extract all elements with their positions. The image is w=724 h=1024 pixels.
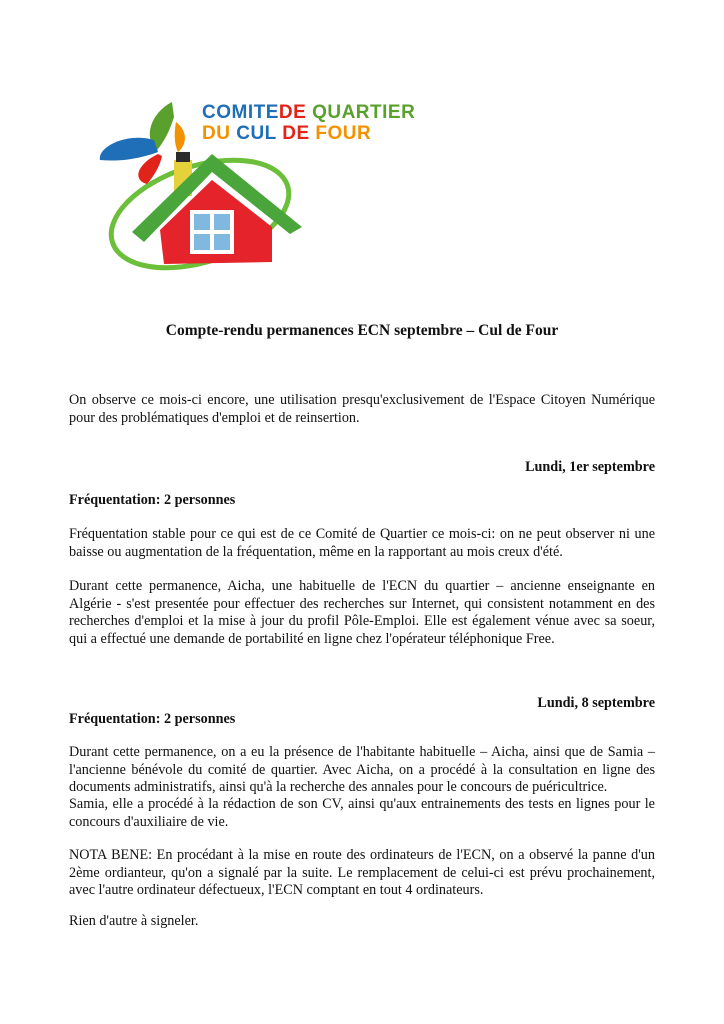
session1-paragraph-1: Fréquentation stable pour ce qui est de ce Comité de Quartier ce mois-ci: on ne peut observer ni une baisse ou augmentation de la fréquentation, même en la rapportant au mois creux d'été. — [69, 526, 655, 560]
logo-word-comite: COMITE — [202, 102, 279, 123]
session2-paragraph-1: Durant cette permanence, on a eu la présence de l'habitante habituelle – Aicha, ainsi que de Samia – l'ancienne bénévole du comité de quartier. Avec Aicha, on a procédé à la consultation en ligne des documents administratifs, ainsi qu'à la recherche des annales pour le concours de puéricultrice. — [69, 744, 655, 795]
nota-bene-paragraph: NOTA BENE: En procédant à la mise en route des ordinateurs de l'ECN, on a observé la panne d'un 2ème ordianteur, qu'on a signalé par la suite. Le remplacement de celui-ci est prévu prochainement, avec l'autre ordinateur défectueux, l'ECN comptant en tout 4 ordinateurs. — [69, 847, 655, 898]
intro-paragraph: On observe ce mois-ci encore, une utilisation presqu'exclusivement de l'Espace Citoyen Numérique pour des problématiques d'emploi et de reinsertion. — [69, 392, 655, 426]
logo-text — [202, 102, 415, 144]
session2-paragraph-1b: Samia, elle a procédé à la rédaction de son CV, ainsi qu'aux entrainements des tests en lignes pour le concours d'auxiliaire de vie. — [69, 796, 655, 830]
logo-word-four: FOUR — [315, 123, 372, 144]
logo-word-du: DU — [202, 123, 231, 144]
logo-word-de: DE — [278, 102, 307, 123]
logo-word-cul: CUL — [236, 123, 277, 144]
session1-paragraph-2: Durant cette permanence, Aicha, une habituelle de l'ECN du quartier – ancienne enseignante en Algérie - s'est presentée pour effectuer des recherches sur Internet, qui consistent notamment en des recherches d'emploi et la mise à jour du profil Pôle-Emploi. Elle est également vénue avec sa soeur, qui a effectué une demande de portabilité en ligne chez l'opérateur téléphonique Free. — [69, 578, 655, 647]
closing-paragraph: Rien d'autre à signeler. — [69, 913, 199, 929]
session2-date: Lundi, 8 septembre — [537, 695, 655, 711]
session2-frequentation: Fréquentation: 2 personnes — [69, 711, 236, 727]
page-title: Compte-rendu permanences ECN septembre – Cul de Four — [165, 322, 559, 339]
logo-word-de2: DE — [282, 123, 310, 144]
logo-word-quartier: QUARTIER — [312, 102, 416, 123]
session1-frequentation: Fréquentation: 2 personnes — [69, 492, 236, 508]
session1-date: Lundi, 1er septembre — [525, 459, 655, 475]
